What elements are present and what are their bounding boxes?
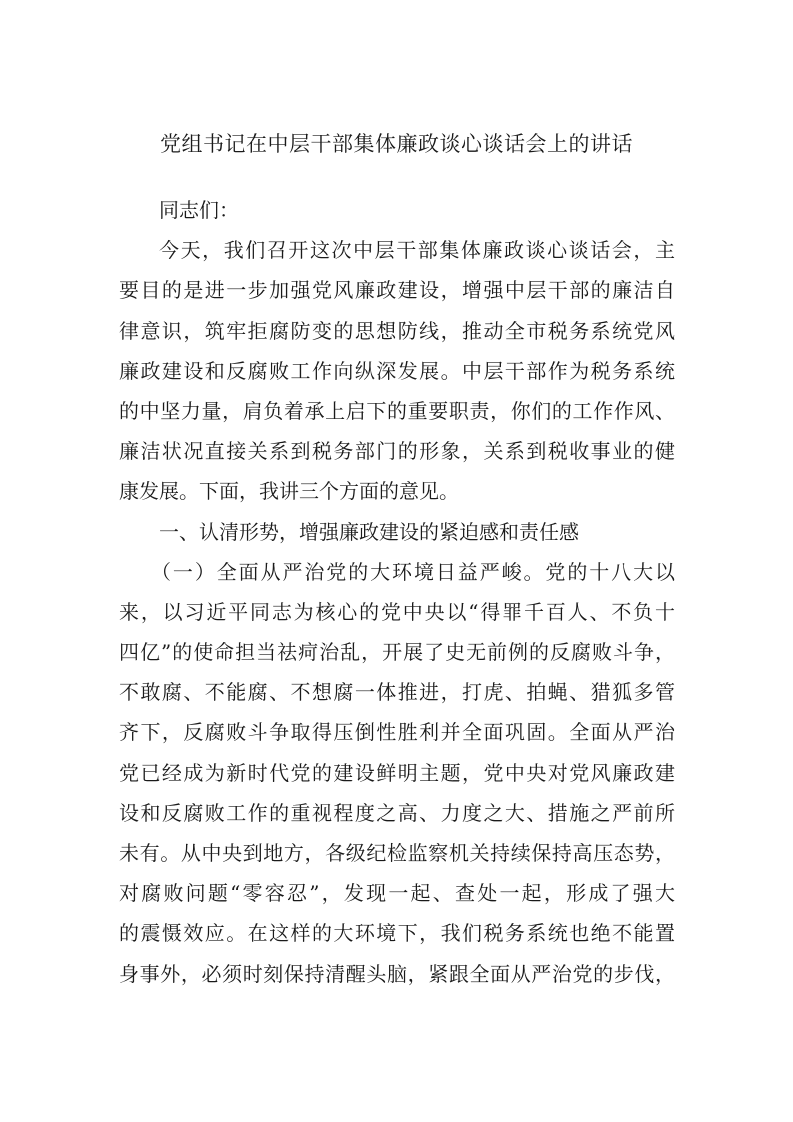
paragraph-line: 四亿”的使命担当祛疴治乱，开展了史无前例的反腐败斗争， (119, 640, 675, 665)
paragraph-line: 设和反腐败工作的重视程度之高、力度之大、措施之严前所 (119, 800, 675, 825)
paragraph-line: 要目的是进一步加强党风廉政建设，增强中层干部的廉洁自 (119, 278, 675, 303)
salutation: 同志们： (159, 198, 239, 222)
paragraph-line: 对腐败问题“零容忍”，发现一起、查处一起，形成了强大 (119, 881, 675, 906)
paragraph-line: 廉洁状况直接关系到税务部门的形象，关系到税收事业的健 (119, 439, 675, 464)
document-title: 党组书记在中层干部集体廉政谈心谈话会上的讲话 (160, 132, 633, 156)
paragraph-line: 廉政建设和反腐败工作向纵深发展。中层干部作为税务系统 (119, 358, 675, 383)
paragraph-line: 今天，我们召开这次中层干部集体廉政谈心谈话会，主 (159, 238, 675, 263)
paragraph-line: 康发展。下面，我讲三个方面的意见。 (119, 479, 459, 504)
paragraph-line: 不敢腐、不能腐、不想腐一体推进，打虎、拍蝇、猎狐多管 (119, 680, 675, 705)
paragraph-line: 的中坚力量，肩负着承上启下的重要职责，你们的工作作风、 (119, 398, 675, 423)
paragraph-line: 的震慑效应。在这样的大环境下，我们税务系统也绝不能置 (119, 921, 675, 946)
paragraph-line: 身事外，必须时刻保持清醒头脑，紧跟全面从严治党的步伐， (119, 961, 675, 986)
paragraph-line: 律意识，筑牢拒腐防变的思想防线，推动全市税务系统党风 (119, 318, 675, 343)
paragraph-line: 未有。从中央到地方，各级纪检监察机关持续保持高压态势， (119, 841, 675, 865)
paragraph-line: 来，以习近平同志为核心的党中央以“得罪千百人、不负十 (119, 599, 675, 624)
paragraph-line: （一）全面从严治党的大环境日益严峻。党的十八大以 (151, 559, 675, 584)
document-body (119, 190, 675, 994)
section-heading: 一、认清形势，增强廉政建设的紧迫感和责任感 (159, 519, 579, 544)
paragraph-line: 党已经成为新时代党的建设鲜明主题，党中央对党风廉政建 (119, 760, 675, 785)
paragraph-line: 齐下，反腐败斗争取得压倒性胜利并全面巩固。全面从严治 (119, 720, 675, 745)
